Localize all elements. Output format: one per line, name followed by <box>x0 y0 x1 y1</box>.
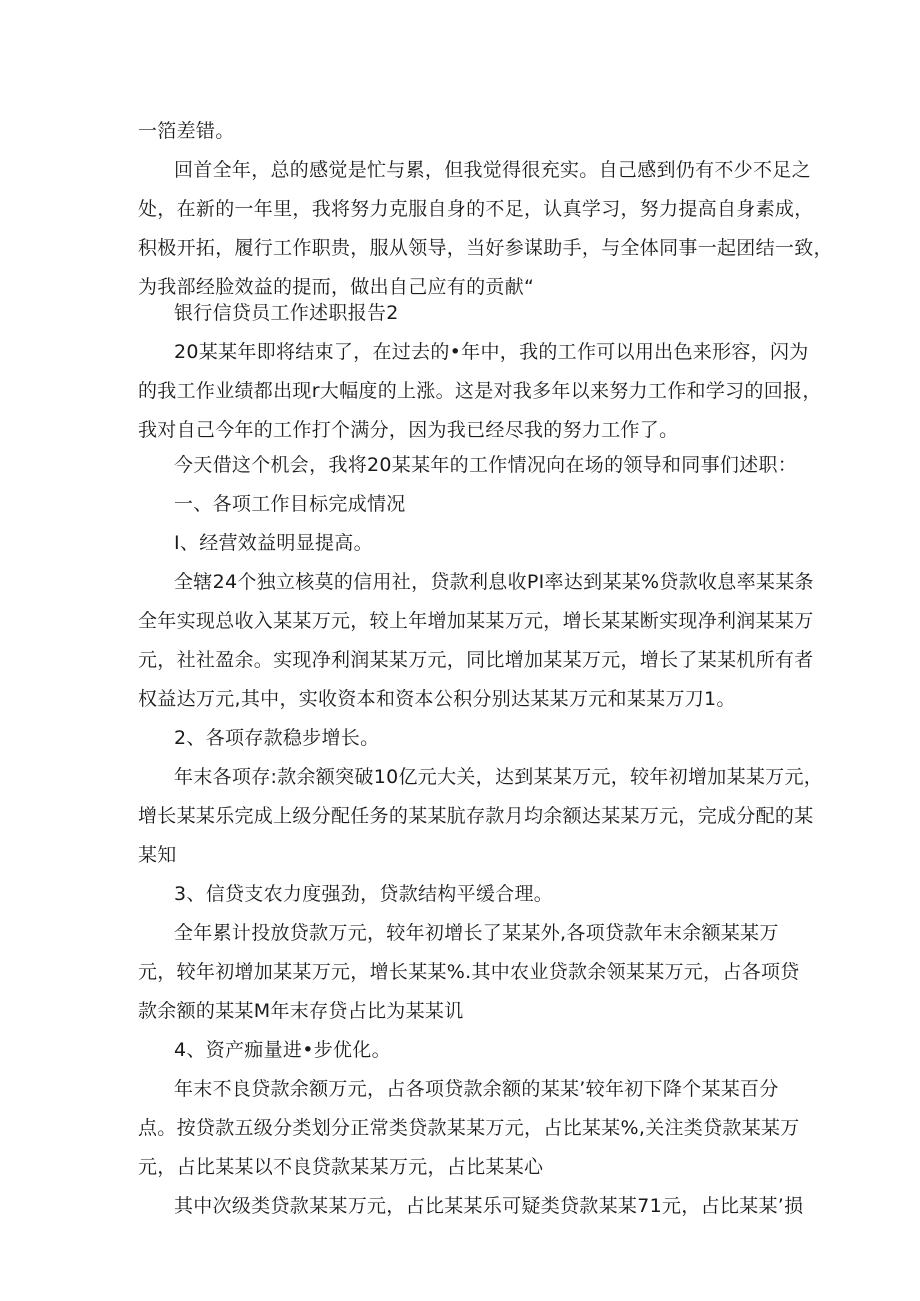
text-line: 积极开拓，履行工作职贵，服从领导，当好参谋助手，与全体同事一起团结一致， <box>138 237 833 259</box>
text-line: 20某某年即将结束了，在过去的•年中，我的工作可以用出色来形容，闪为 <box>174 341 809 363</box>
text-line: 某知 <box>138 844 177 866</box>
text-line: 年末各项存:款余额突破10亿元大关，达到某某万元，较年初增加某某万元， <box>174 766 824 788</box>
section-heading: 银行信贷员工作述职报告2 <box>174 302 399 324</box>
section-heading: 2、各项存款稳步增长。 <box>174 727 380 749</box>
section-heading: 3、信贷支农力度强劲，贷款结构平缓合理。 <box>174 883 554 905</box>
text-line: 元，占比某某以不良贷款某某万元，占比某某心 <box>138 1156 544 1178</box>
text-line: 处，在新的一年里，我将努力克服自身的不足，认真学习，努力提高自身素成， <box>138 198 814 220</box>
text-line: 回首全年，总的感觉是忙与累，但我觉得很充实。自己感到仍有不少不足之 <box>174 159 811 181</box>
section-heading: 一、各项工作目标完成情况 <box>174 493 406 515</box>
text-line: 元，社社盈余。实现净利润某某万元，同比增加某某万元，增长了某某机所有者 <box>138 649 814 671</box>
text-line: 款余额的某某M年末存贷占比为某某讥 <box>138 1000 464 1022</box>
text-line: 点。按贷款五级分类划分正常类贷款某某万元，占比某某%,关注类贷款某某万 <box>138 1117 800 1139</box>
text-line: 全年实现总收入某某万元，较上年增加某某万元，增长某某断实现净利润某某万 <box>138 610 814 632</box>
text-line: 权益达万元,其中，实收资本和资本公积分别达某某万元和某某万刀1。 <box>138 688 736 710</box>
text-line: 其中次级类贷款某某万元，占比某某乐可疑类贷款某某71元，占比某某’损 <box>174 1195 804 1217</box>
text-line: 增长某某乐完成上级分配任务的某某肮存款月均余额达某某万元，完成分配的某 <box>138 805 814 827</box>
section-heading: I、经营效益明显提高。 <box>174 532 373 554</box>
section-heading: 4、资产痂量进•步优化。 <box>174 1039 391 1061</box>
text-line: 今天借这个机会，我将20某某年的工作情况向在场的领导和同事们述职： <box>174 454 798 476</box>
text-line: 一箔差错。 <box>138 120 235 142</box>
text-line: 元，较年初增加某某万元，增长某某%.其中农业贷款余领某某万元，占各项贷 <box>138 961 800 983</box>
text-line: 的我工作业绩都出现r大幅度的上涨。这是对我多年以来努力工作和学习的回报， <box>138 380 822 402</box>
text-line: 我对自己今年的工作打个满分，因为我已经尽我的努力工作了。 <box>138 419 679 441</box>
text-line: 为我部经脸效益的提而，做出自己应有的贡献“ <box>138 276 535 298</box>
text-line: 全辖24个独立核莫的信用社，贷款利息收PI率达到某某%贷款收息率某某条 <box>174 571 814 593</box>
text-line: 年末不良贷款余额万元，占各项贷款余额的某某’较年初下降个某某百分 <box>174 1078 779 1100</box>
text-line: 全年累计投放贷款万元，较年初增长了某某外,各项贷款年末余额某某万 <box>174 922 779 944</box>
